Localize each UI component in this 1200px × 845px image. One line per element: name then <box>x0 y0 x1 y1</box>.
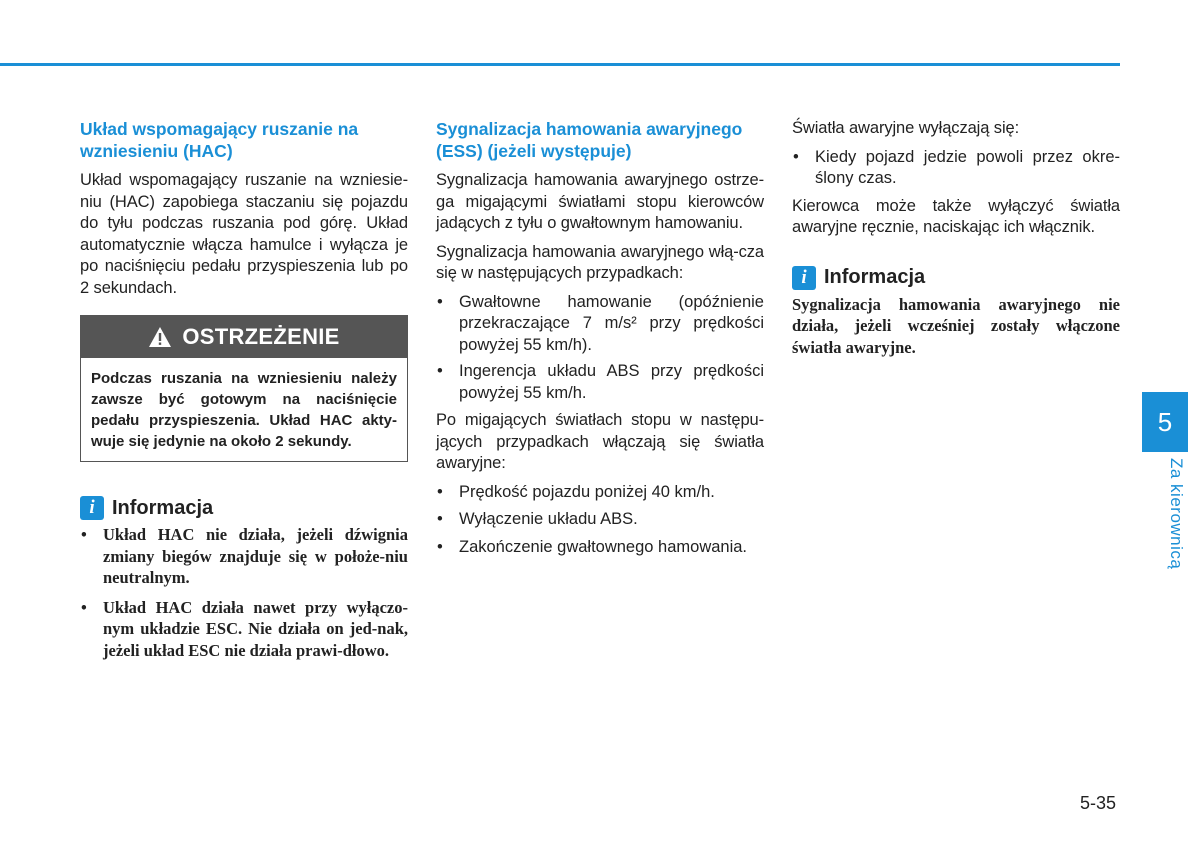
info-icon: i <box>792 266 816 290</box>
info-text-right: Sygnalizacja hamowania awaryjnego nie działa, jeżeli wcześniej zostały włączone światła awaryjne. <box>792 294 1120 357</box>
info-header-left <box>80 496 408 520</box>
ess-activation-list <box>436 292 764 405</box>
column-left <box>80 118 408 669</box>
ess-description: Sygnalizacja hamowania awaryjnego ostrze-ga migającymi światłami stopu kierowców jadących z tyłu o gwałtownym hamowaniu. <box>436 171 764 232</box>
list-item: • Wyłączenie układu ABS. <box>437 510 638 528</box>
ess-activation-intro: Sygnalizacja hamowania awaryjnego włą-cza się w następujących przypadkach: <box>436 242 764 282</box>
hazard-manual-off: Kierowca może także wyłączyć światła awaryjne ręcznie, naciskając ich włącznik. <box>792 196 1120 236</box>
info-icon: i <box>80 496 104 520</box>
hazard-off-list <box>792 147 1120 190</box>
warning-text: Podczas ruszania na wzniesieniu należy zawsze być gotowym na naciśnięcie pedału przyspieszenia. Układ HAC akty-wuje się jedynie na około 2 sekundy. <box>91 370 397 450</box>
info-title-right: Informacja <box>824 266 926 288</box>
hazard-off-intro: Światła awaryjne wyłączają się: <box>792 119 1020 137</box>
list-item: • Układ HAC działa nawet przy wyłączo-nym układzie ESC. Nie działa on jed-nak, jeżeli układ ESC nie działa prawi-dłowo. <box>81 597 408 660</box>
column-middle <box>436 118 764 564</box>
top-rule <box>0 63 1120 66</box>
hazard-lights-intro: Po migających światłach stopu w następu-jących przypadkach włączają się światła awaryjne: <box>436 411 764 472</box>
list-item: • Kiedy pojazd jedzie powoli przez okre-ślony czas. <box>793 147 1120 187</box>
warning-triangle-icon <box>148 326 172 348</box>
list-item: • Ingerencja układu ABS przy prędkości powyżej 55 km/h. <box>437 362 764 402</box>
section-heading-ess: Sygnalizacja hamowania awaryjnego (ESS) (jeżeli występuje) <box>436 119 743 161</box>
info-list-left <box>80 524 408 661</box>
page-number: 5-35 <box>1080 793 1117 813</box>
list-item: • Gwałtowne hamowanie (opóźnienie przekraczające 7 m/s² przy prędkości powyżej 55 km/h). <box>437 292 764 354</box>
hac-description: Układ wspomagający ruszanie na wzniesie-niu (HAC) zapobiega staczaniu się pojazdu do tyłu podczas ruszania pod górę. Układ automatycznie włącza hamulce i wyłącza je po naciśnięciu pedału przyspieszenia lub po 2 sekundach. <box>80 171 408 297</box>
list-item: • Zakończenie gwałtownego hamowania. <box>437 537 748 556</box>
list-item: • Prędkość pojazdu poniżej 40 km/h. <box>437 482 715 501</box>
warning-header <box>81 316 407 358</box>
info-title-left: Informacja <box>112 496 214 519</box>
chapter-label: Za kierownicą <box>1167 458 1186 570</box>
info-header-right <box>792 266 1120 290</box>
section-heading-hac: Układ wspomagający ruszanie na wzniesieniu (HAC) <box>80 119 359 161</box>
list-item: • Układ HAC nie działa, jeżeli dźwignia zmiany biegów znajduje się w położe-niu neutralnym. <box>81 525 408 587</box>
hazard-lights-list <box>436 482 764 559</box>
chapter-tab: 5 <box>1142 392 1188 452</box>
column-right <box>792 118 1120 358</box>
warning-box <box>80 315 408 462</box>
warning-title: OSTRZEŻENIE <box>182 324 340 349</box>
